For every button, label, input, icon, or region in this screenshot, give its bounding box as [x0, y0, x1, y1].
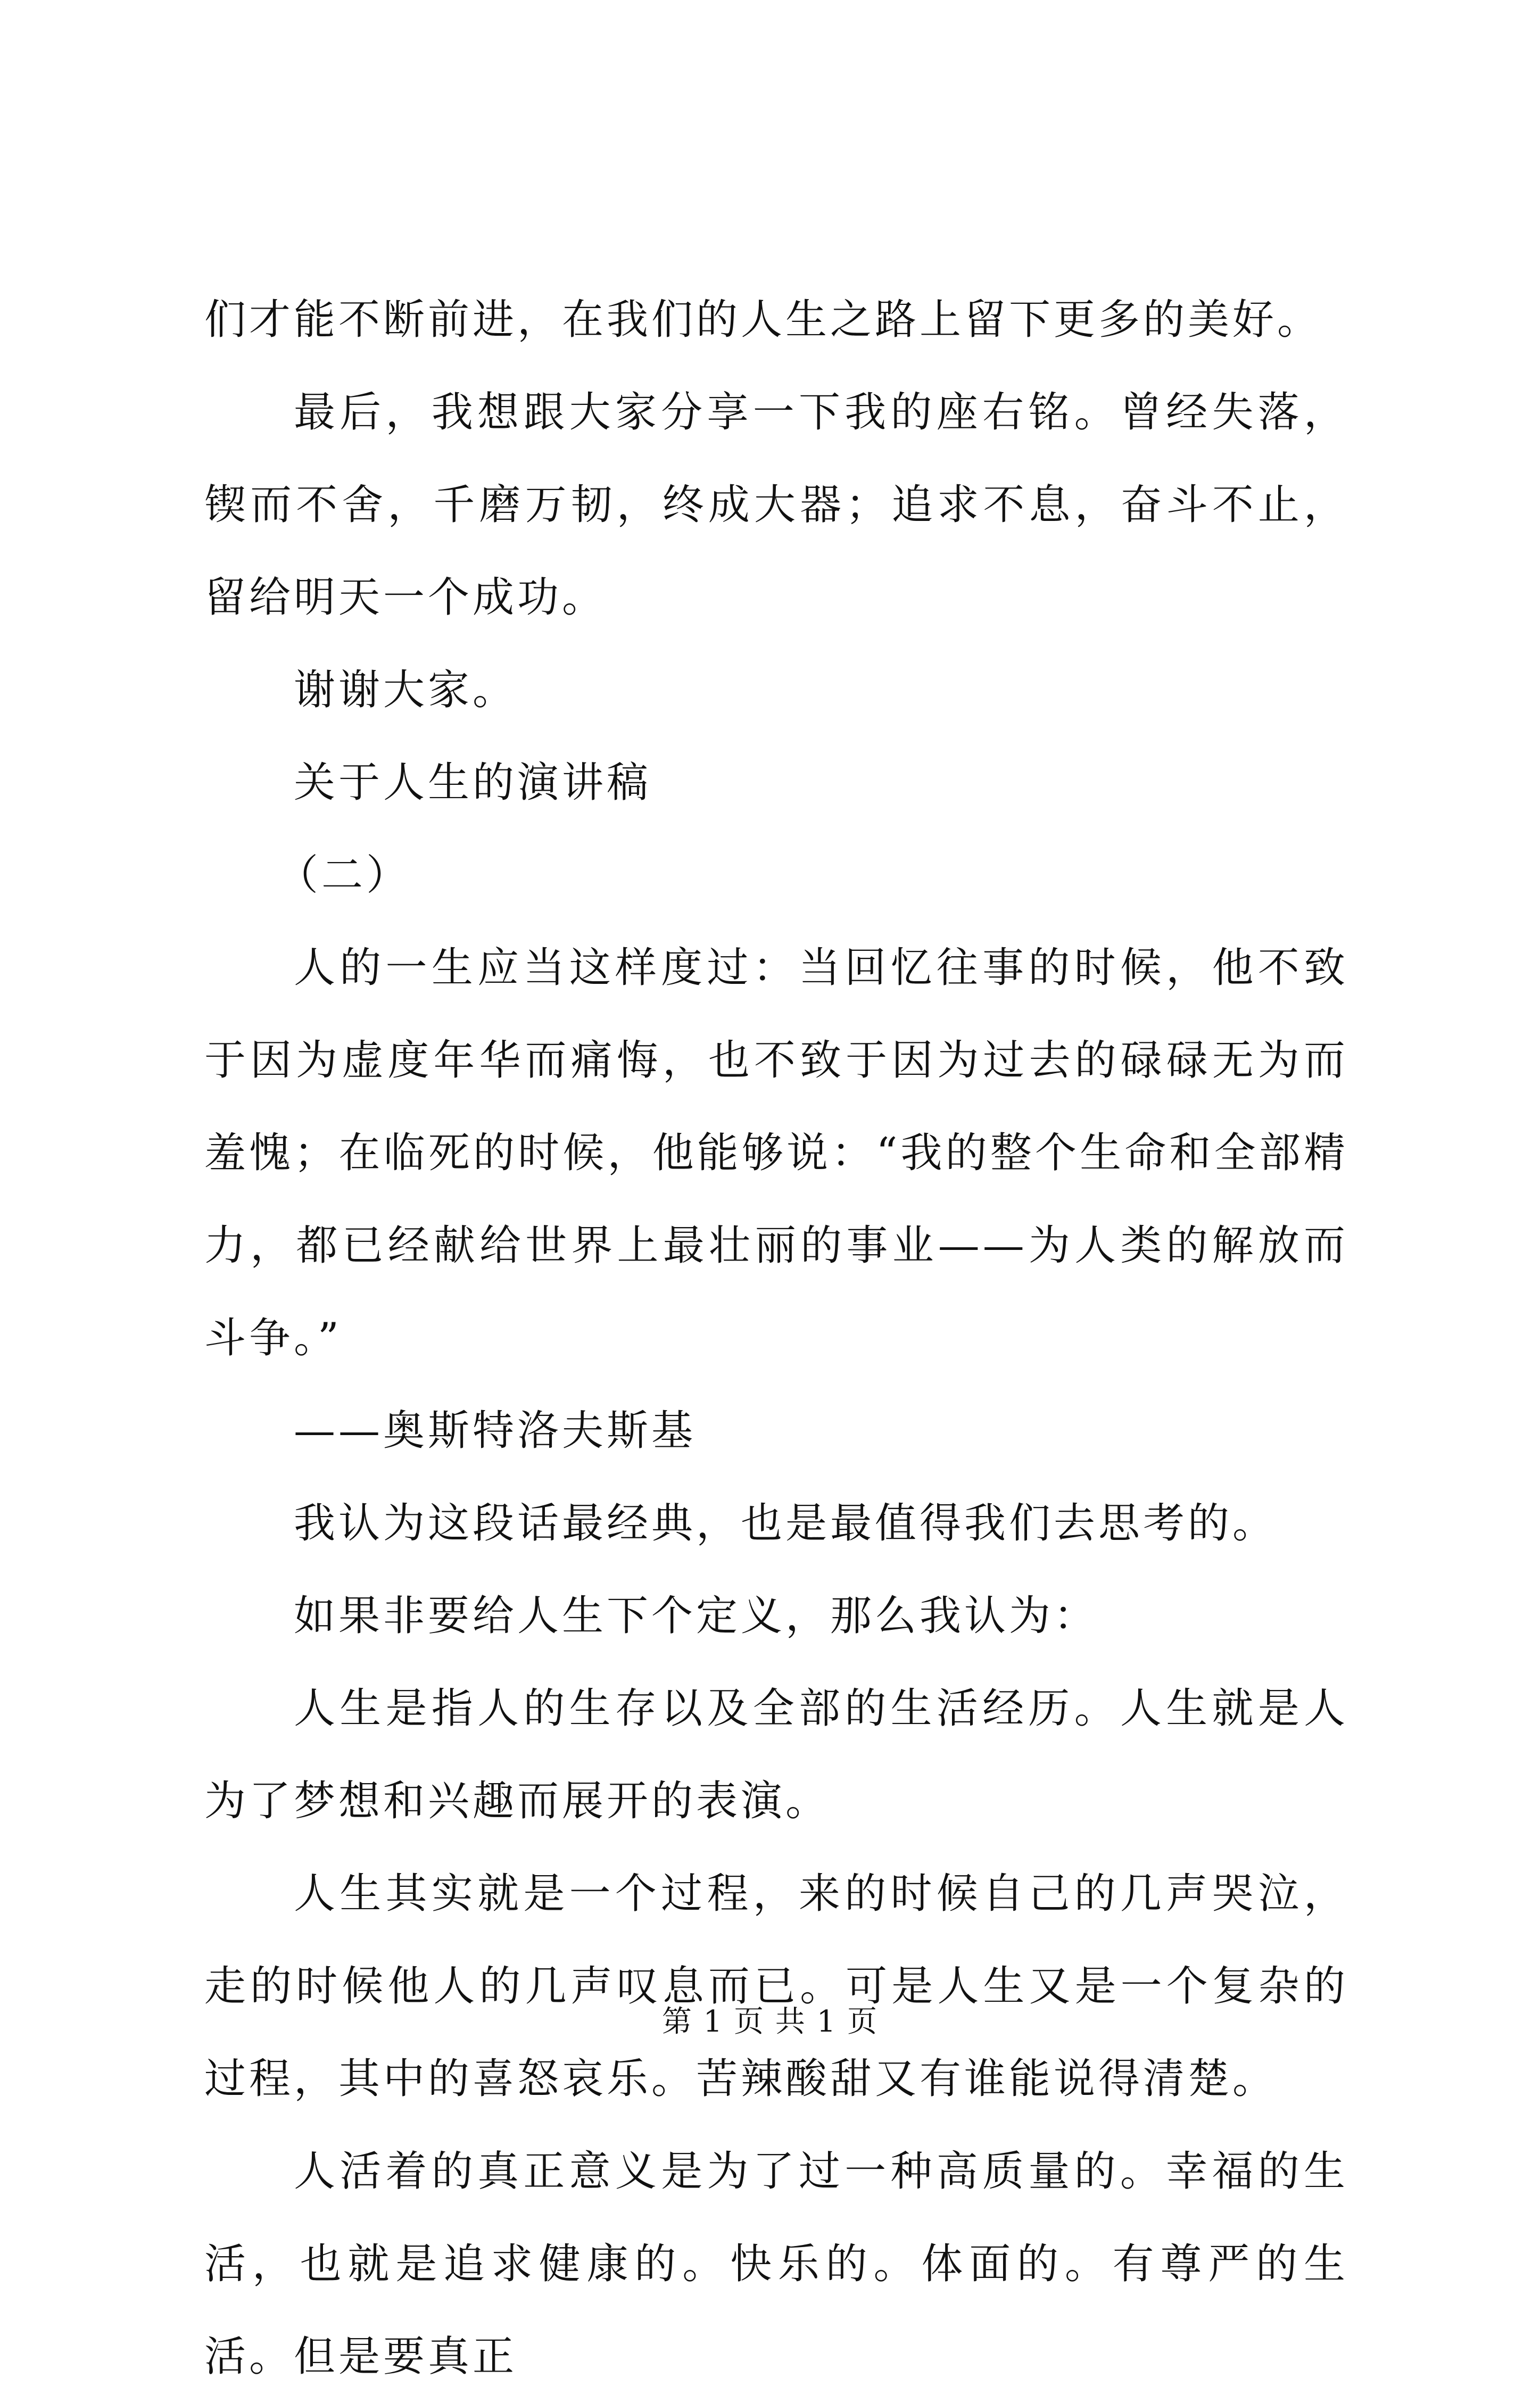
paragraph-motto: 最后，我想跟大家分享一下我的座右铭。曾经失落，锲而不舍，千磨万韧，终成大器；追求不息，奋斗不止，留给明天一个成功。: [204, 388, 1348, 622]
paragraph-quote: 人的一生应当这样度过：当回忆往事的时候，他不致于因为虚度年华而痛悔，也不致于因为过去的碌碌无为而羞愧；在临死的时候，他能够说：“我的整个生命和全部精力，都已经献给世界上最壮丽的事业——为人类的解放而斗争。”: [204, 944, 1348, 1362]
paragraph-process: 人生其实就是一个过程，来的时候自己的几声哭泣，走的时候他人的几声叹息而已。可是人生又是一个复杂的过程，其中的喜怒哀乐。苦辣酸甜又有谁能说得清楚。: [204, 1870, 1348, 2103]
quote-attribution: ——奥斯特洛夫斯基: [294, 1407, 697, 1455]
paragraph-definition-intro: 如果非要给人生下个定义，那么我认为：: [294, 1592, 1099, 1640]
paragraph-definition: 人生是指人的生存以及全部的生活经历。人生就是人为了梦想和兴趣而展开的表演。: [204, 1685, 1348, 1825]
paragraph-continuation: 们才能不断前进，在我们的人生之路上留下更多的美好。: [204, 296, 1322, 344]
page-footer: 第 1 页 共 1 页: [661, 2004, 879, 2039]
paragraph-meaning: 人活着的真正意义是为了过一种高质量的。幸福的生活，也就是追求健康的。快乐的。体面的。有尊严的生活。但是要真正: [204, 2148, 1348, 2381]
document-body: [204, 274, 1348, 2403]
paragraph-comment: 我认为这段话最经典，也是最值得我们去思考的。: [294, 1499, 1278, 1547]
paragraph-thanks: 谢谢大家。: [294, 666, 518, 714]
section-title: 关于人生的演讲稿: [294, 759, 652, 807]
section-number: （二）: [277, 851, 411, 899]
